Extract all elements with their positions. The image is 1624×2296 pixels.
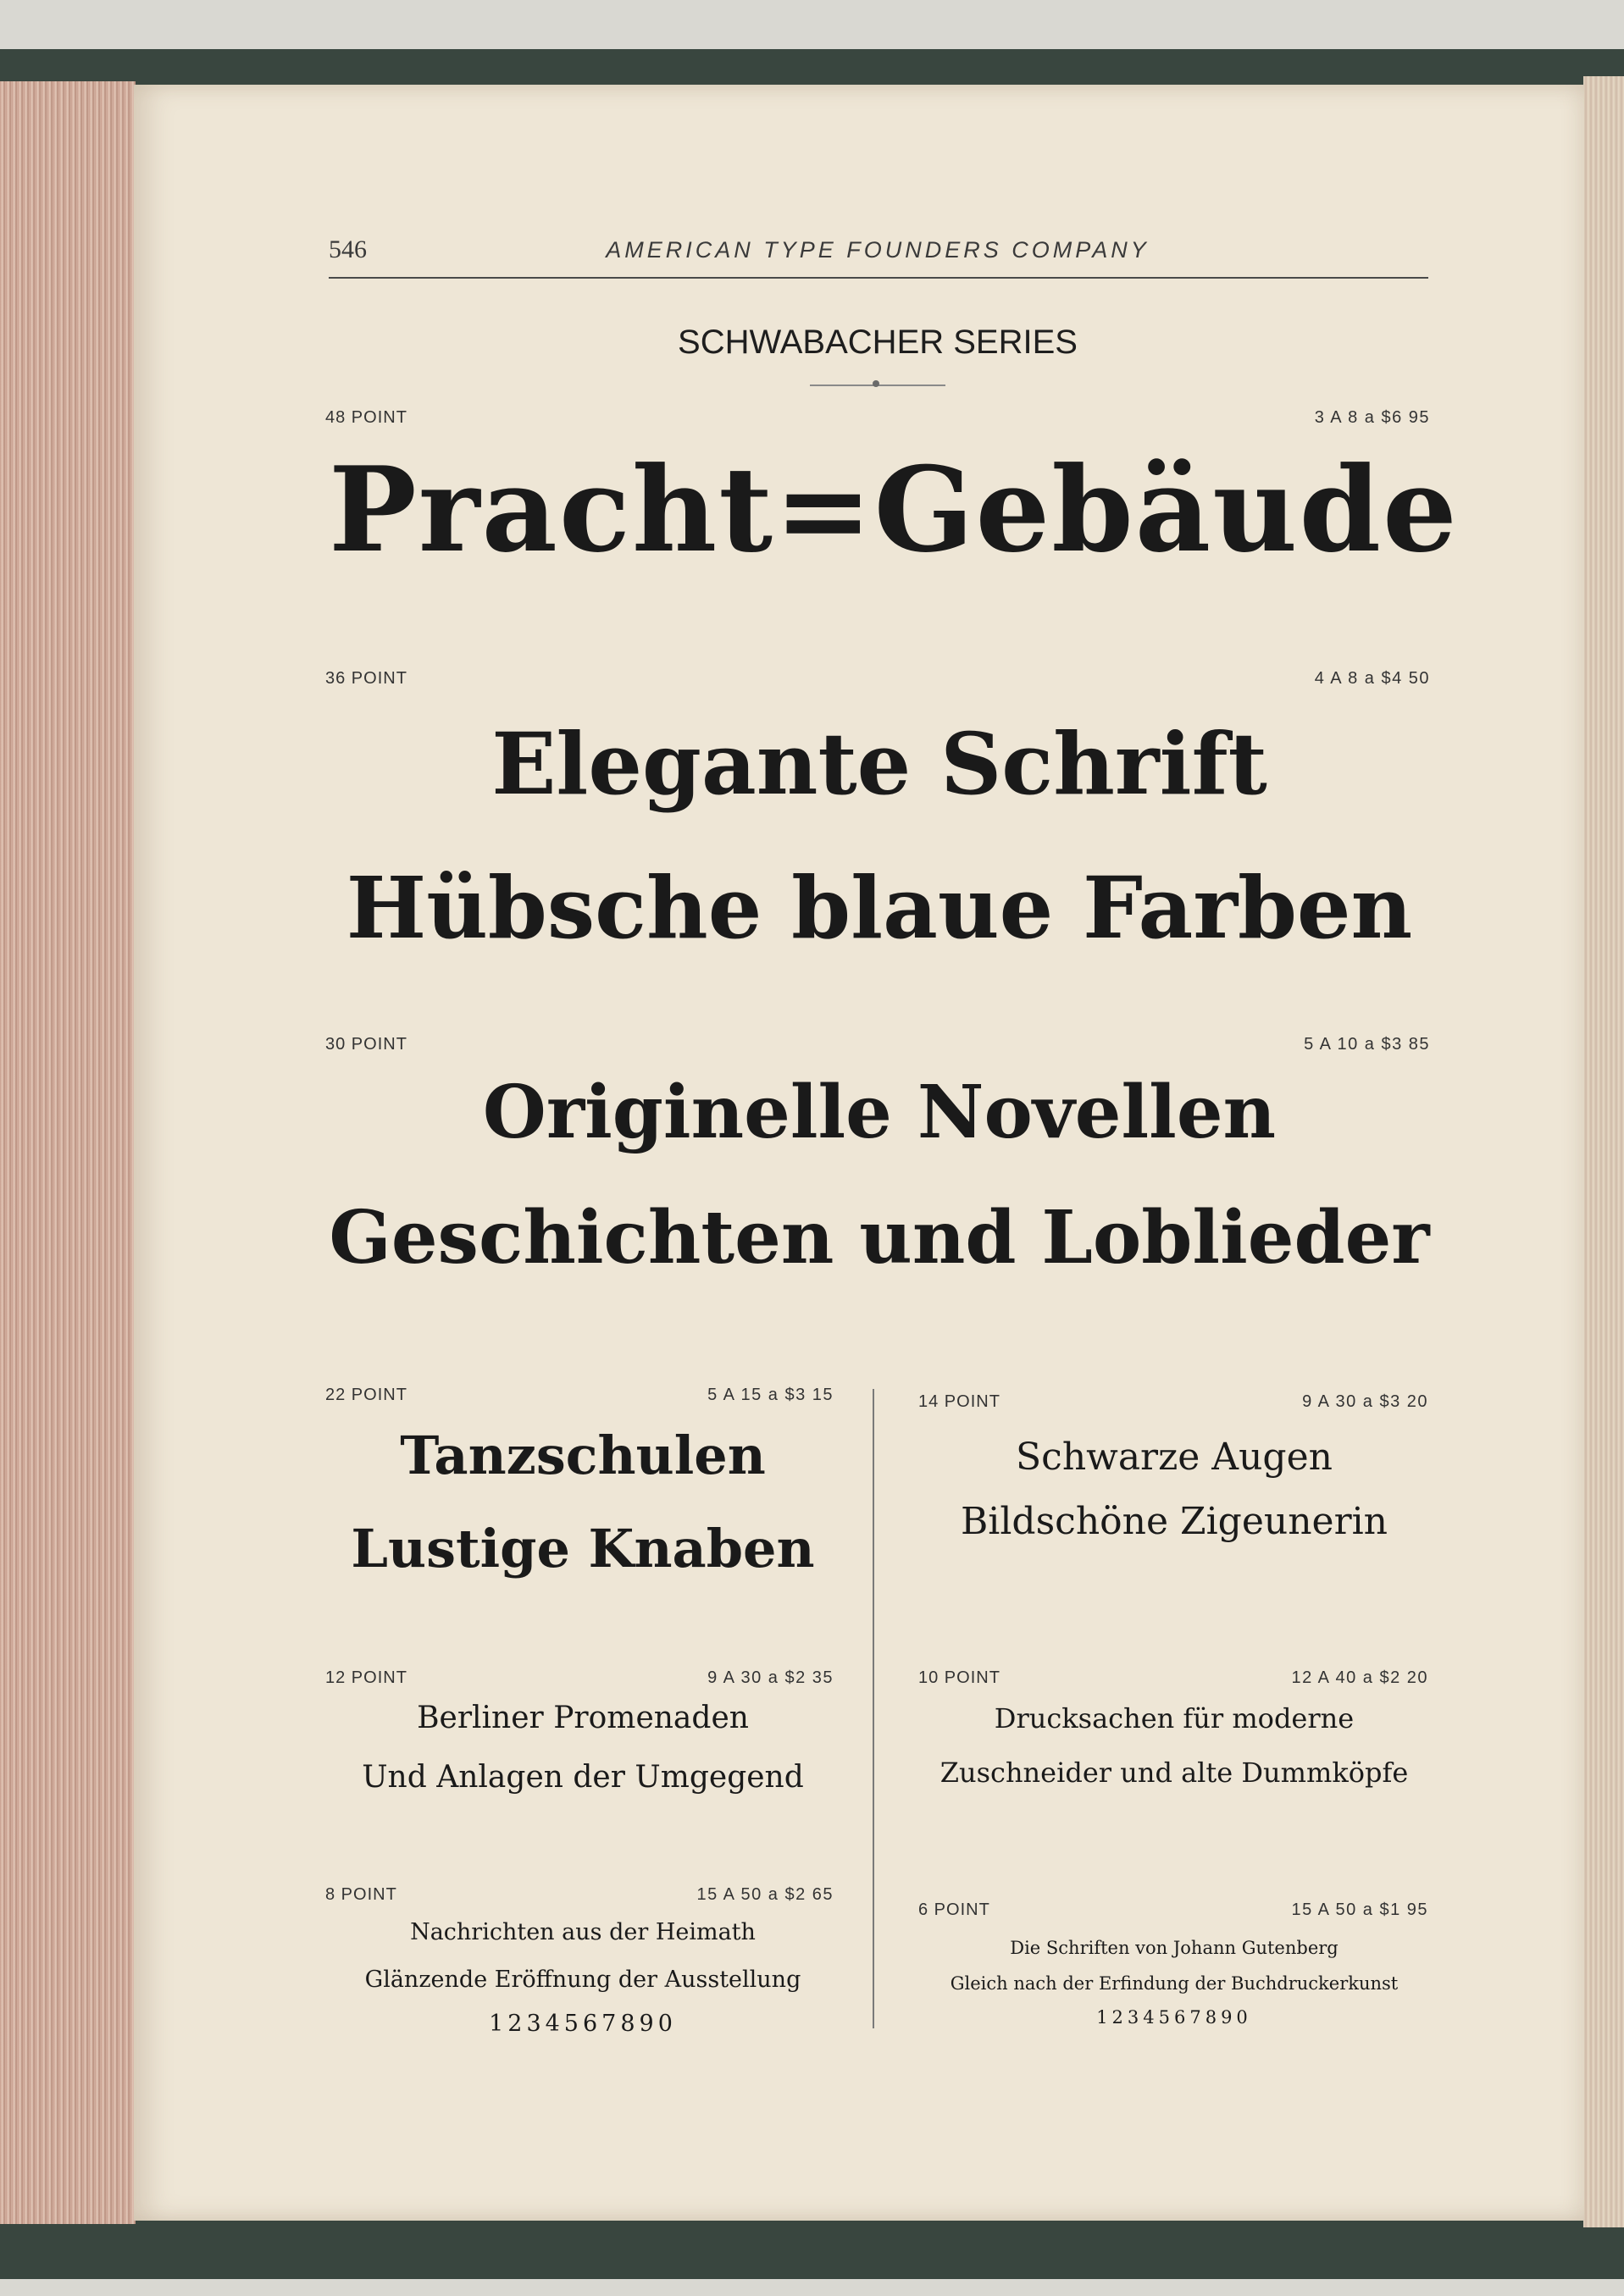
specimen-6-price: 15 A 50 a $1 95 xyxy=(1291,1900,1428,1919)
specimen-14-line-1: Schwarze Augen xyxy=(1016,1436,1333,1479)
page-number: 546 xyxy=(329,235,367,263)
specimen-6-line-3: 1234567890 xyxy=(1096,2007,1252,2028)
specimen-6-size: 6 POINT xyxy=(918,1900,990,1919)
specimen-12-line-1: Berliner Promenaden xyxy=(417,1701,749,1735)
specimen-30-price: 5 A 10 a $3 85 xyxy=(1304,1035,1430,1054)
specimen-8-price: 15 A 50 a $2 65 xyxy=(696,1885,834,1904)
specimen-48-price: 3 A 8 a $6 95 xyxy=(1314,408,1430,427)
specimen-36-size: 36 POINT xyxy=(325,669,407,688)
specimen-10-size: 10 POINT xyxy=(918,1668,1000,1687)
header-rule xyxy=(329,277,1428,279)
column-divider xyxy=(873,1389,874,2028)
specimen-22-price: 5 A 15 a $3 15 xyxy=(707,1386,834,1404)
specimen-30-size: 30 POINT xyxy=(325,1035,407,1054)
specimen-12-price: 9 A 30 a $2 35 xyxy=(707,1668,834,1687)
specimen-8-line-2: Glänzende Eröffnung der Ausstellung xyxy=(364,1967,801,1993)
specimen-8-line-3: 1234567890 xyxy=(489,2011,677,2037)
specimen-14-size: 14 POINT xyxy=(918,1392,1000,1411)
ornament-dot xyxy=(873,380,879,387)
specimen-10-line-1: Drucksachen für moderne xyxy=(994,1702,1355,1734)
specimen-6-line-2: Gleich nach der Erfindung der Buchdruckerkunst xyxy=(950,1973,1399,1994)
specimen-6-line-1: Die Schriften von Johann Gutenberg xyxy=(1010,1938,1339,1958)
right-page-edge xyxy=(1583,76,1624,2227)
specimen-36-line-1: Elegante Schrift xyxy=(491,714,1267,814)
specimen-30-line-1: Originelle Novellen xyxy=(482,1070,1277,1155)
specimen-14-price: 9 A 30 a $3 20 xyxy=(1302,1392,1428,1411)
specimen-8-line-1: Nachrichten aus der Heimath xyxy=(410,1919,756,1945)
specimen-8-size: 8 POINT xyxy=(325,1885,397,1904)
specimen-36-price: 4 A 8 a $4 50 xyxy=(1314,669,1430,688)
specimen-30-line-2: Geschichten und Loblieder xyxy=(329,1195,1430,1281)
specimen-12-line-2: Und Anlagen der Umgegend xyxy=(362,1760,804,1795)
specimen-36-line-2: Hübsche blaue Farben xyxy=(346,858,1413,958)
series-title: SCHWABACHER SERIES xyxy=(678,324,1078,361)
specimen-14-line-2: Bildschöne Zigeunerin xyxy=(960,1500,1388,1543)
specimen-22-line-1: Tanzschulen xyxy=(400,1425,766,1486)
specimen-12-size: 12 POINT xyxy=(325,1668,407,1687)
specimen-22-size: 22 POINT xyxy=(325,1386,407,1404)
specimen-10-price: 12 A 40 a $2 20 xyxy=(1291,1668,1428,1687)
running-title: AMERICAN TYPE FOUNDERS COMPANY xyxy=(606,237,1150,263)
specimen-22-line-2: Lustige Knaben xyxy=(351,1518,815,1580)
specimen-10-line-2: Zuschneider und alte Dummköpfe xyxy=(939,1757,1409,1789)
specimen-48-size: 48 POINT xyxy=(325,408,407,427)
specimen-48-line-1: Pracht=Gebäude xyxy=(329,440,1459,578)
page-block-edge xyxy=(0,81,136,2224)
